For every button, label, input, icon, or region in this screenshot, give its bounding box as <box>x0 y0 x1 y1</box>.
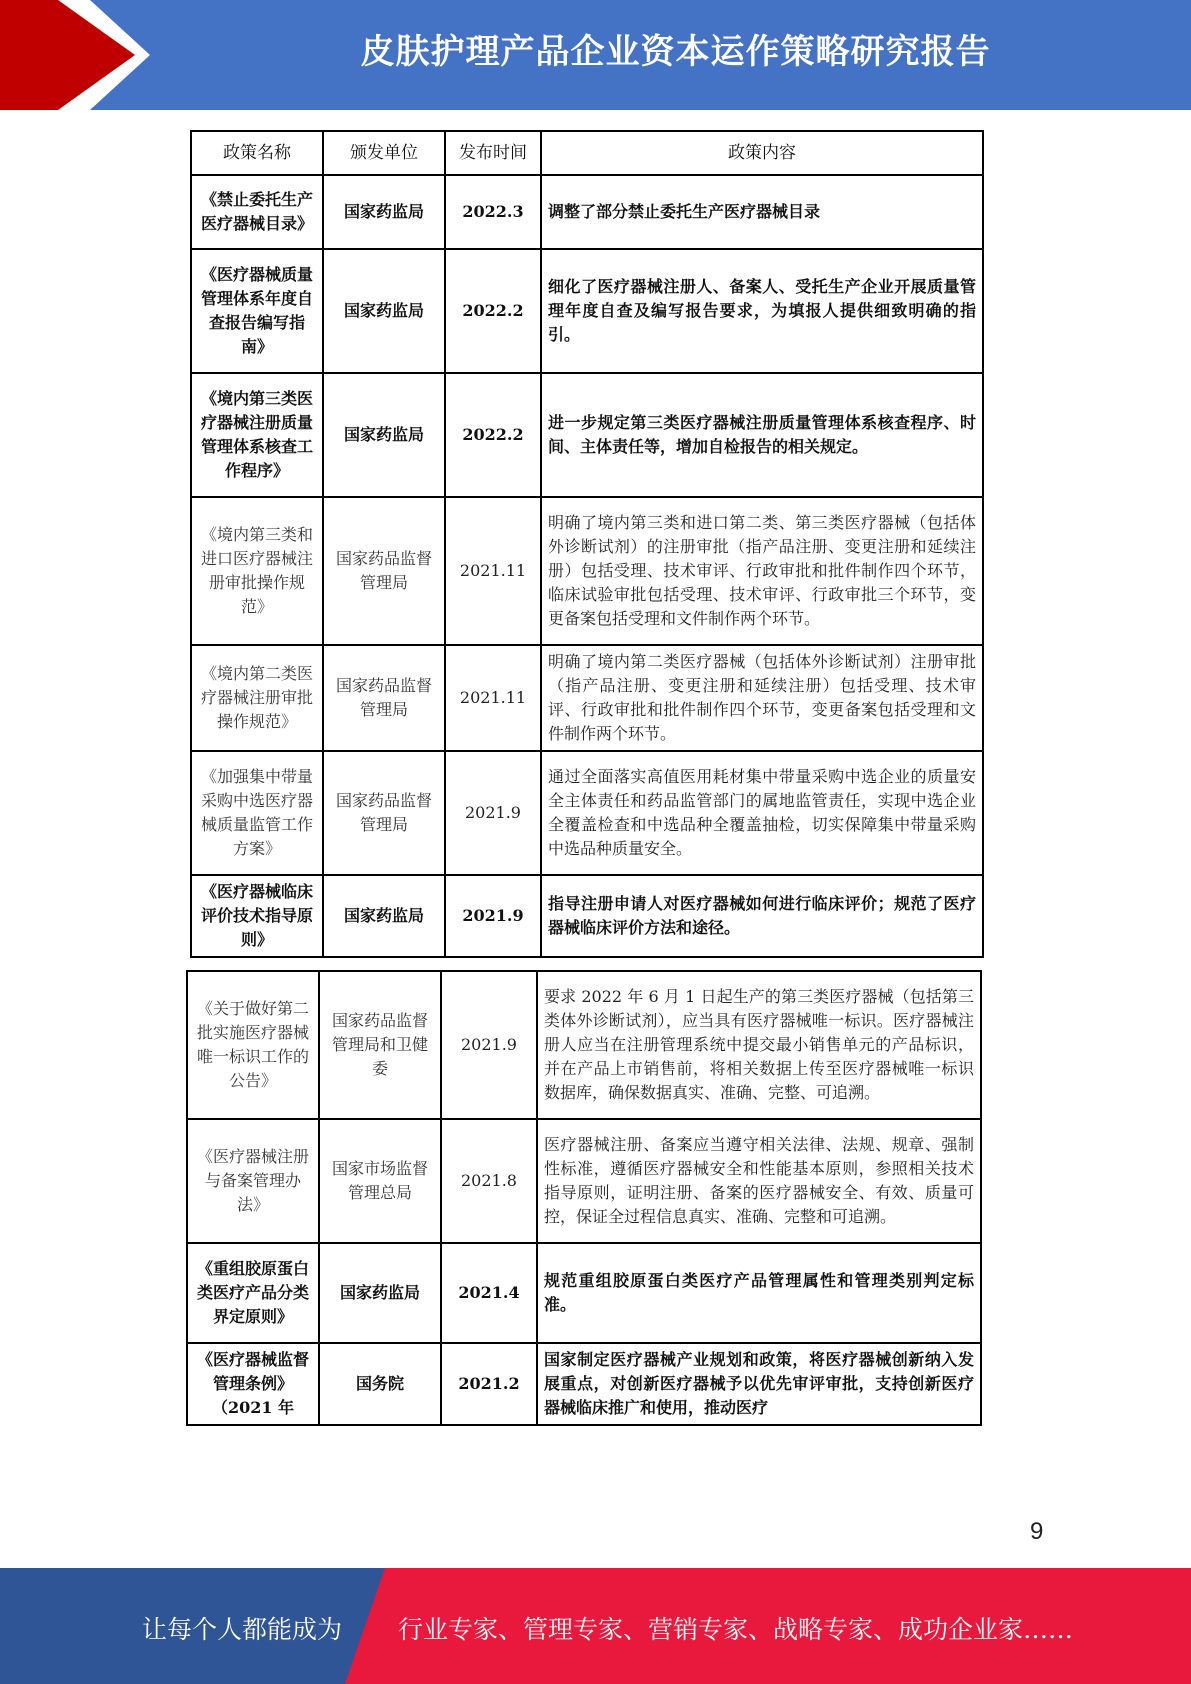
table-row <box>191 645 983 751</box>
release-date: 2021.9 <box>445 875 541 957</box>
table-header-row <box>191 131 983 175</box>
policy-content: 国家制定医疗器械产业规划和政策，将医疗器械创新纳入发展重点，对创新医疗器械予以优先审评审批，支持创新医疗器械临床推广和使用，推动医疗 <box>537 1343 981 1425</box>
policy-name: 《境内第二类医疗器械注册审批操作规范》 <box>191 645 323 751</box>
table-row <box>187 1119 981 1243</box>
policy-name: 《重组胶原蛋白类医疗产品分类界定原则》 <box>187 1243 319 1343</box>
red-chevron-decoration <box>0 0 150 110</box>
release-date: 2021.11 <box>445 497 541 645</box>
table-row <box>187 1343 981 1425</box>
issuing-unit: 国家药监局 <box>323 249 445 373</box>
report-title: 皮肤护理产品企业资本运作策略研究报告 <box>360 32 991 72</box>
policy-content: 要求 2022 年 6 月 1 日起生产的第三类医疗器械（包括第三类体外诊断试剂），应当具有医疗器械唯一标识。医疗器械注册人应当在注册管理系统中提交最小销售单元的产品标识，并在产品上市销售前，将相关数据上传至医疗器械唯一标识数据库，确保数据真实、准确、完整、可追溯。 <box>537 971 981 1119</box>
issuing-unit: 国家药品监督管理局 <box>323 645 445 751</box>
issuing-unit: 国家药监局 <box>323 875 445 957</box>
policy-name: 《医疗器械监督管理条例》（2021 年 <box>187 1343 319 1425</box>
policy-content: 明确了境内第三类和进口第二类、第三类医疗器械（包括体外诊断试剂）的注册审批（指产品注册、变更注册和延续注册）包括受理、技术审评、行政审批和批件制作四个环节，临床试验审批包括受理、技术审评、行政审批三个环节，变更备案包括受理和文件制作两个环节。 <box>541 497 983 645</box>
policy-content: 医疗器械注册、备案应当遵守相关法律、法规、规章、强制性标准，遵循医疗器械安全和性能基本原则，参照相关技术指导原则，证明注册、备案的医疗器械安全、有效、质量可控，保证全过程信息真实、准确、完整和可追溯。 <box>537 1119 981 1243</box>
release-date: 2021.8 <box>441 1119 537 1243</box>
policy-content: 规范重组胶原蛋白类医疗产品管理属性和管理类别判定标准。 <box>537 1243 981 1343</box>
release-date: 2021.9 <box>441 971 537 1119</box>
footer-slogan-left: 让每个人都能成为 <box>142 1615 343 1644</box>
issuing-unit: 国家药品监督管理局 <box>323 751 445 875</box>
issuing-unit: 国家药监局 <box>319 1243 441 1343</box>
footer-slogan-right: 行业专家、管理专家、营销专家、战略专家、成功企业家…… <box>398 1615 1074 1644</box>
release-date: 2021.4 <box>441 1243 537 1343</box>
header-policy-content: 政策内容 <box>541 131 983 175</box>
policy-table-1 <box>190 130 984 958</box>
policy-name: 《境内第三类医疗器械注册质量管理体系核查工作程序》 <box>191 373 323 497</box>
table-row <box>187 971 981 1119</box>
policy-content: 明确了境内第二类医疗器械（包括体外诊断试剂）注册审批（指产品注册、变更注册和延续注册）包括受理、技术审评、行政审批和批件制作四个环节，变更备案包括受理和文件制作两个环节。 <box>541 645 983 751</box>
policy-name: 《医疗器械注册与备案管理办法》 <box>187 1119 319 1243</box>
policy-content: 指导注册申请人对医疗器械如何进行临床评价；规范了医疗器械临床评价方法和途径。 <box>541 875 983 957</box>
issuing-unit: 国家药品监督管理局和卫健委 <box>319 971 441 1119</box>
policy-content: 调整了部分禁止委托生产医疗器械目录 <box>541 175 983 249</box>
issuing-unit: 国家药监局 <box>323 373 445 497</box>
table-row <box>191 373 983 497</box>
header-release-date: 发布时间 <box>445 131 541 175</box>
policy-name: 《禁止委托生产医疗器械目录》 <box>191 175 323 249</box>
table-row <box>191 497 983 645</box>
policy-content: 通过全面落实高值医用耗材集中带量采购中选企业的质量安全主体责任和药品监管部门的属地监管责任，实现中选企业全覆盖检查和中选品种全覆盖抽检，切实保障集中带量采购中选品种质量安全。 <box>541 751 983 875</box>
policy-table-2 <box>186 970 982 1426</box>
policy-name: 《境内第三类和进口医疗器械注册审批操作规范》 <box>191 497 323 645</box>
header-policy-name: 政策名称 <box>191 131 323 175</box>
policy-content: 细化了医疗器械注册人、备案人、受托生产企业开展质量管理年度自查及编写报告要求，为填报人提供细致明确的指引。 <box>541 249 983 373</box>
table-row <box>191 751 983 875</box>
table-row <box>191 175 983 249</box>
header-issuing-unit: 颁发单位 <box>323 131 445 175</box>
table-row <box>191 875 983 957</box>
release-date: 2022.2 <box>445 373 541 497</box>
release-date: 2021.9 <box>445 751 541 875</box>
issuing-unit: 国家药品监督管理局 <box>323 497 445 645</box>
policy-name: 《加强集中带量采购中选医疗器械质量监管工作方案》 <box>191 751 323 875</box>
policy-name: 《医疗器械质量管理体系年度自查报告编写指南》 <box>191 249 323 373</box>
release-date: 2022.2 <box>445 249 541 373</box>
issuing-unit: 国家药监局 <box>323 175 445 249</box>
policy-name: 《关于做好第二批实施医疗器械唯一标识工作的公告》 <box>187 971 319 1119</box>
policy-name: 《医疗器械临床评价技术指导原则》 <box>191 875 323 957</box>
page-number: 9 <box>1030 1518 1044 1545</box>
release-date: 2022.3 <box>445 175 541 249</box>
issuing-unit: 国家市场监督管理总局 <box>319 1119 441 1243</box>
issuing-unit: 国务院 <box>319 1343 441 1425</box>
release-date: 2021.2 <box>441 1343 537 1425</box>
policy-content: 进一步规定第三类医疗器械注册质量管理体系核查程序、时间、主体责任等，增加自检报告的相关规定。 <box>541 373 983 497</box>
release-date: 2021.11 <box>445 645 541 751</box>
header-band <box>0 0 1191 110</box>
table-row <box>187 1243 981 1343</box>
table-row <box>191 249 983 373</box>
